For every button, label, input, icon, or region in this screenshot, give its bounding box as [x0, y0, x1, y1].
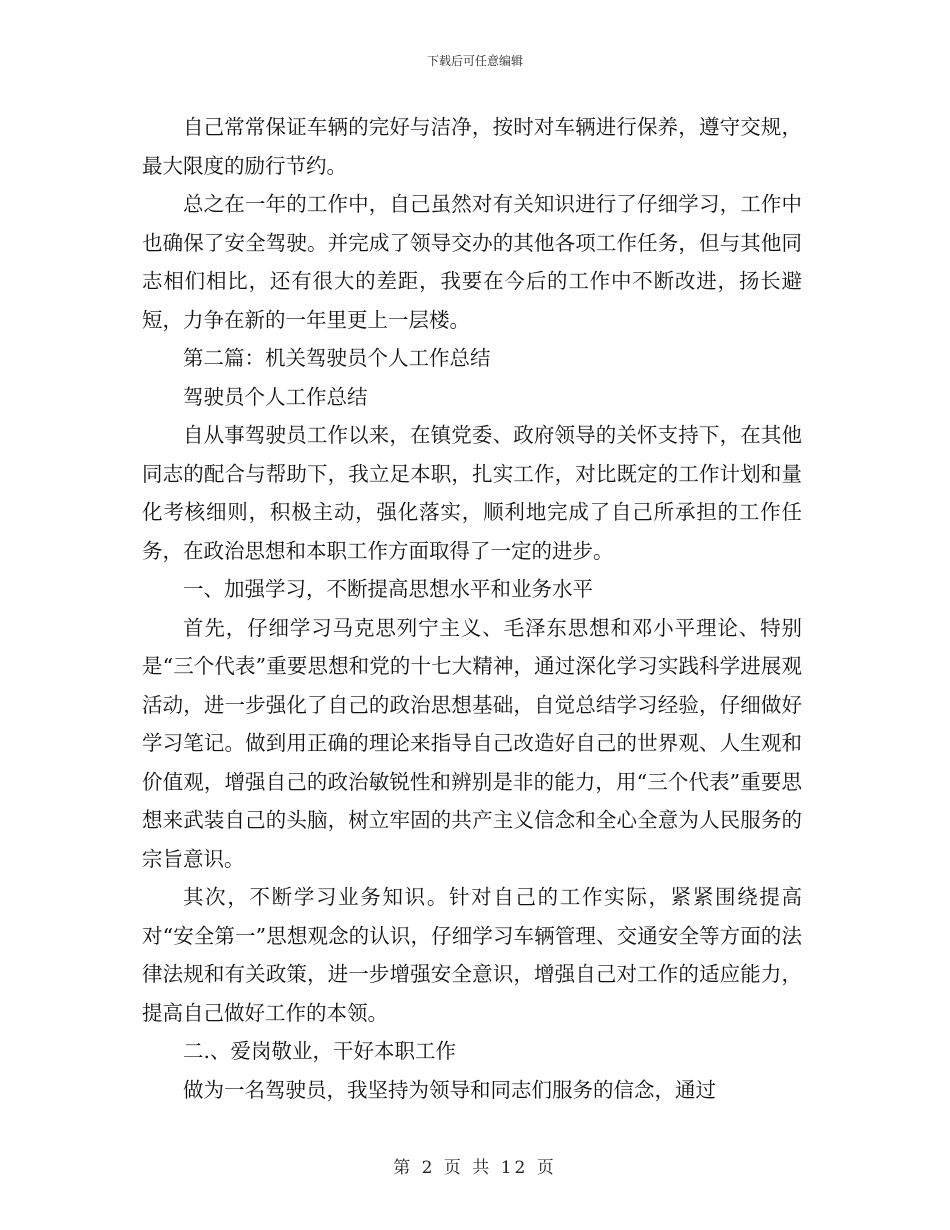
paragraph-introduction: 自从事驾驶员工作以来，在镇党委、政府领导的关怀支持下，在其他同志的配合与帮助下，我立足本职，扎实工作，对比既定的工作计划和量化考核细则，积极主动，强化落实，顺利地完成了自己所承担的工作任务，在政治思想和本职工作方面取得了一定的进步。 — [142, 423, 802, 563]
page-number-footer: 第 2 页 共 12 页 — [393, 1158, 557, 1178]
paragraph-second-study: 其次，不断学习业务知识。针对自己的工作实际，紧紧围绕提高对“安全第一”思想观念的认识，仔细学习车辆管理、交通安全等方面的法律法规和有关政策，进一步增强安全意识，增强自己对工作的适应能力，提高自己做好工作的本领。 — [142, 885, 802, 1025]
paragraph-driver-service: 做为一名驾驶员，我坚持为领导和同志们服务的信念，通过 — [183, 1077, 716, 1102]
paragraph-first-study: 首先，仔细学习马克思列宁主义、毛泽东思想和邓小平理论、特别是“三个代表”重要思想和党的十七大精神，通过深化学习实践科学进展观活动，进一步强化了自己的政治思想基础，自觉总结学习经验，仔细做好学习笔记。做到用正确的理论来指导自己改造好自己的世界观、人生观和价值观，增强自己的政治敏锐性和辨别是非的能力，用“三个代表”重要思想来武装自己的头脑，树立牢固的共产主义信念和全心全意为人民服务的宗旨意识。 — [142, 615, 802, 871]
page-header: 下载后可任意编辑 — [426, 54, 523, 68]
section-title-part-two: 第二篇：机关驾驶员个人工作总结 — [183, 346, 491, 370]
paragraph-vehicle-care: 自己常常保证车辆的完好与洁净，按时对车辆进行保养，遵守交规，最大限度的励行节约。 — [142, 115, 802, 178]
paragraph-summary: 总之在一年的工作中，自己虽然对有关知识进行了仔细学习，工作中也确保了安全驾驶。并完成了领导交办的其他各项工作任务，但与其他同志相们相比，还有很大的差距，我要在今后的工作中不断改进，扬长避短，力争在新的一年里更上一层楼。 — [142, 192, 802, 332]
document-subtitle: 驾驶员个人工作总结 — [183, 384, 368, 409]
heading-love-job: 二.、爱岗敬业，干好本职工作 — [183, 1039, 457, 1063]
document-body — [142, 108, 802, 1109]
heading-strengthen-study: 一、加强学习，不断提高思想水平和业务水平 — [183, 577, 593, 601]
